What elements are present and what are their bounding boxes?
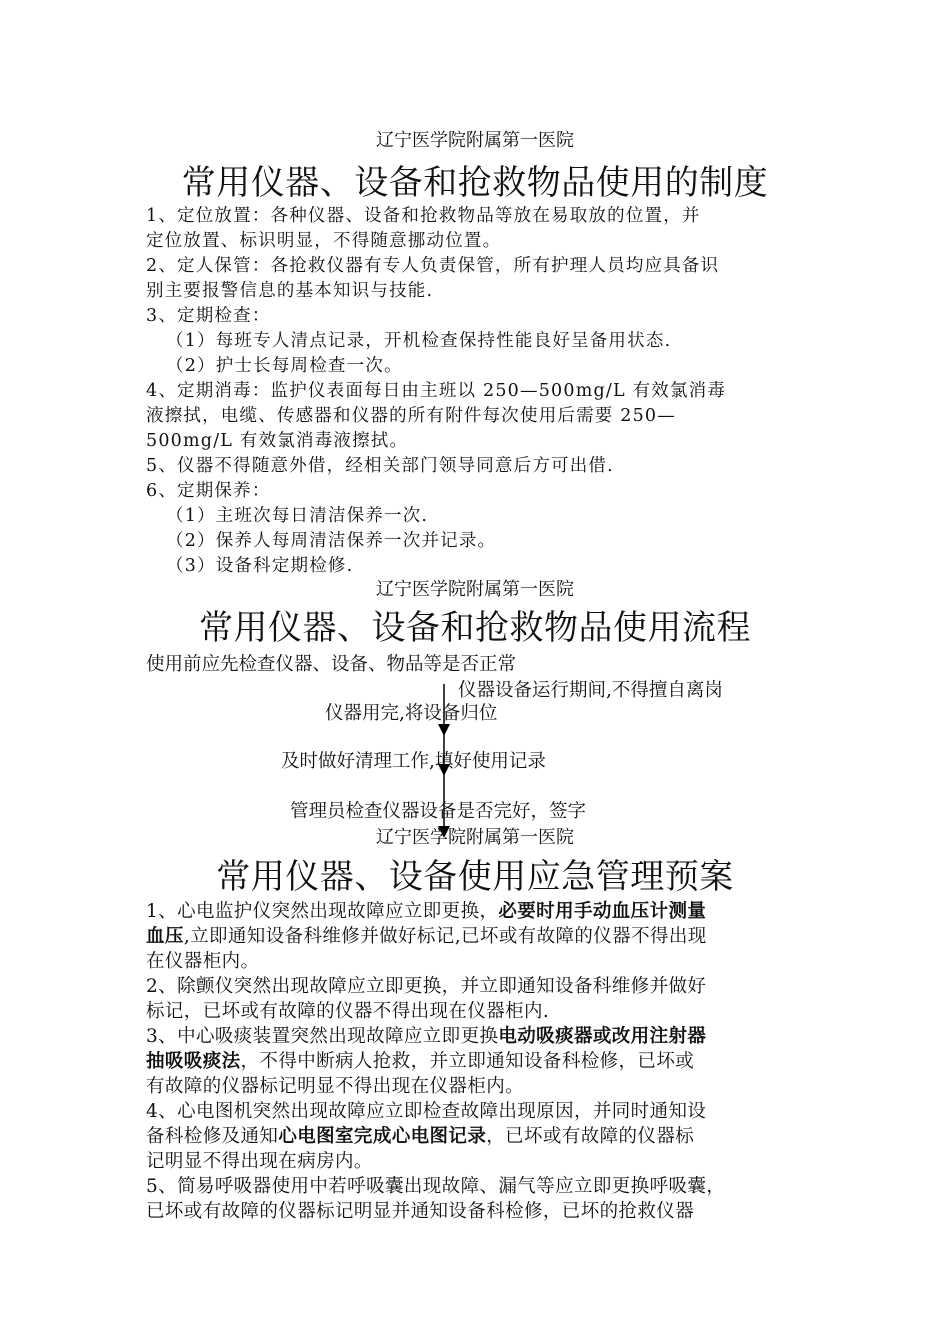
- plan-text: ，不得中断病人抢救，并立即通知设备科检修，已坏或: [240, 1051, 695, 1072]
- rule-line: 别主要报警信息的基本知识与技能.: [146, 281, 434, 301]
- plan-line: 5、简易呼吸器使用中若呼吸囊出现故障、漏气等应立即更换呼吸囊，: [146, 1176, 726, 1197]
- plan-line: [146, 922, 707, 948]
- plan-text: 1、心电监护仪突然出现故障应立即更换，: [146, 901, 499, 922]
- plan-emphasis: 血压: [146, 926, 184, 947]
- rule-line: 6、定期保养：: [146, 481, 271, 501]
- plan-emphasis: 必要时用手动血压计测量: [498, 901, 707, 922]
- flow-step: 使用前应先检查仪器、设备、物品等是否正常: [146, 654, 517, 675]
- plan-line: 有故障的仪器标记明显不得出现在仪器柜内。: [146, 1076, 525, 1097]
- plan-line: [146, 897, 706, 923]
- rule-line: 5、仪器不得随意外借，经相关部门领导同意后方可出借.: [146, 456, 614, 476]
- rule-line: 3、定期检查：: [146, 306, 271, 326]
- plan-emphasis: 抽吸吸痰法: [146, 1051, 241, 1072]
- plan-line: 在仪器柜内。: [146, 951, 260, 972]
- rule-line: 500mg/L 有效氯消毒液擦拭。: [146, 431, 409, 451]
- plan-line: [146, 1022, 706, 1048]
- plan-text: ，已坏或有故障的仪器标: [486, 1126, 695, 1147]
- flow-step: 仪器设备运行期间,不得擅自离岗: [458, 680, 723, 701]
- flow-step: 管理员检查仪器设备是否完好，签字: [290, 801, 587, 822]
- rule-line: 1、定位放置：各种仪器、设备和抢救物品等放在易取放的位置，并: [146, 206, 701, 226]
- section1-title: 常用仪器、设备和抢救物品使用的制度: [181, 163, 769, 203]
- rule-subitem: （2）保养人每周清洁保养一次并记录。: [166, 531, 497, 551]
- rule-subitem: （2）护士长每周检查一次。: [166, 356, 403, 376]
- plan-text: 3、中心吸痰装置突然出现故障应立即更换: [146, 1026, 499, 1047]
- plan-line: 已坏或有故障的仪器标记明显并通知设备科检修，已坏的抢救仪器: [146, 1201, 695, 1222]
- hospital-name-2: 辽宁医学院附属第一医院: [376, 579, 574, 600]
- section2-title: 常用仪器、设备和抢救物品使用流程: [199, 608, 751, 648]
- plan-emphasis: 电动吸痰器或改用注射器: [498, 1026, 707, 1047]
- rule-line: 液擦拭，电缆、传感器和仪器的所有附件每次使用后需要 250—: [146, 406, 676, 426]
- rule-line: 定位放置、标识明显，不得随意挪动位置。: [146, 231, 502, 251]
- rule-line: 2、定人保管：各抢救仪器有专人负责保管，所有护理人员均应具备识: [146, 256, 720, 276]
- plan-line: [146, 1047, 694, 1073]
- hospital-name-3: 辽宁医学院附属第一医院: [376, 827, 574, 848]
- plan-line: [146, 1122, 694, 1148]
- hospital-name-1: 辽宁医学院附属第一医院: [376, 130, 574, 151]
- flow-step: 仪器用完,将设备归位: [325, 703, 498, 724]
- plan-text: 备科检修及通知: [146, 1126, 279, 1147]
- rule-line: 4、定期消毒：监护仪表面每日由主班以 250—500mg/L 有效氯消毒: [146, 381, 727, 401]
- plan-line: 记明显不得出现在病房内。: [146, 1151, 373, 1172]
- flow-arrowhead: [438, 724, 450, 736]
- flow-step: 及时做好清理工作,填好使用记录: [281, 751, 546, 772]
- plan-emphasis: 心电图室完成心电图记录: [278, 1126, 487, 1147]
- plan-line: 4、心电图机突然出现故障应立即检查故障出现原因，并同时通知设: [146, 1101, 707, 1122]
- rule-subitem: （1）主班次每日清洁保养一次.: [166, 506, 429, 526]
- plan-text: ,立即通知设备科维修并做好标记,已坏或有故障的仪器不得出现: [183, 926, 707, 947]
- rule-subitem: （1）每班专人清点记录，开机检查保持性能良好呈备用状态.: [166, 331, 672, 351]
- plan-line: 标记，已坏或有故障的仪器不得出现在仪器柜内.: [146, 1001, 550, 1022]
- rule-subitem: （3）设备科定期检修.: [166, 556, 354, 576]
- section3-title: 常用仪器、设备使用应急管理预案: [216, 857, 734, 897]
- plan-line: 2、除颤仪突然出现故障应立即更换，并立即通知设备科维修并做好: [146, 976, 707, 997]
